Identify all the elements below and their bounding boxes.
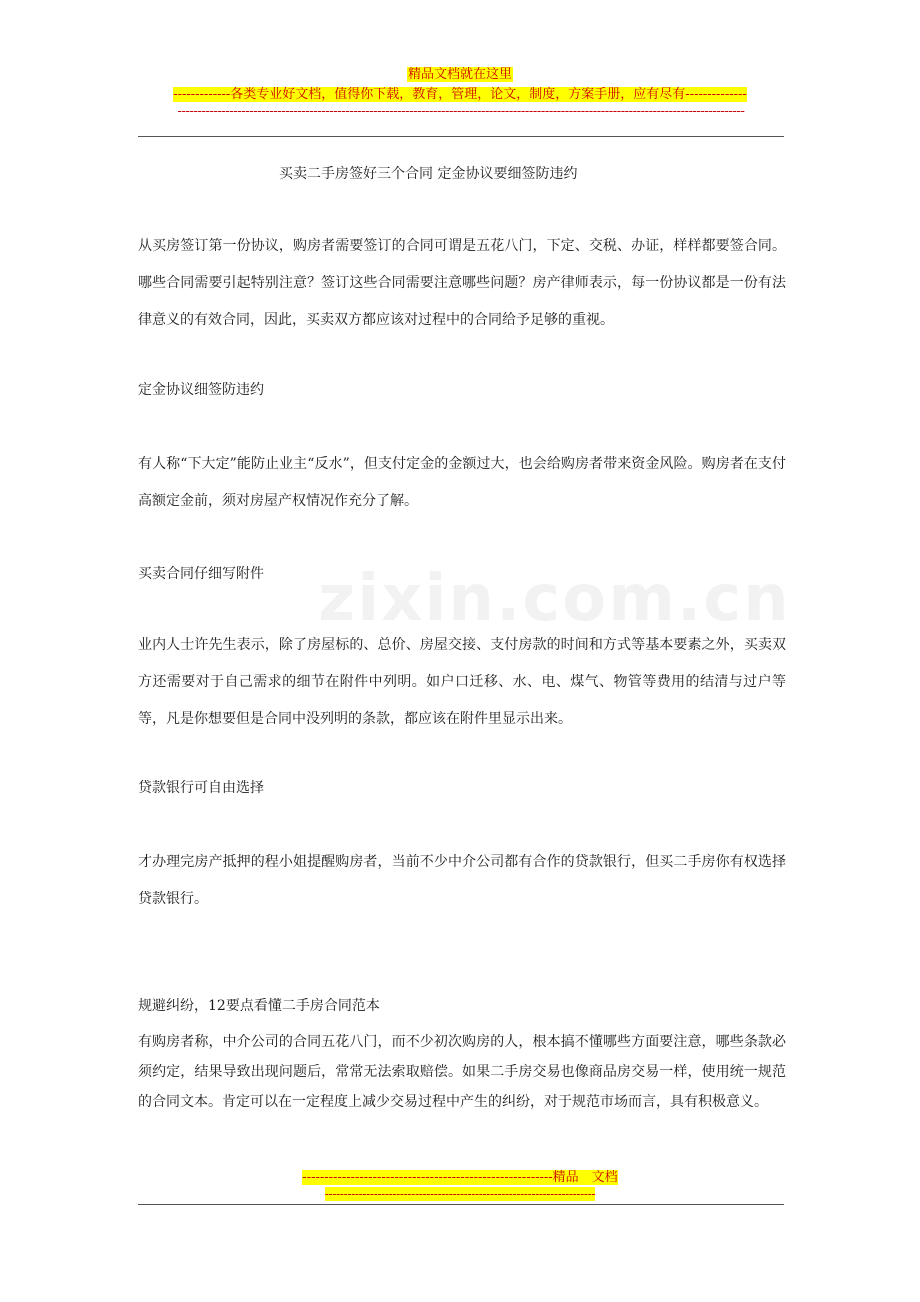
- footer-banner-text: ---------------------------------------------------------精品 文档: [302, 1170, 618, 1185]
- footer-banner: [0, 1169, 920, 1186]
- section-heading-deposit: 定金协议细签防违约: [138, 382, 264, 398]
- header-banner-title-text: 精品文档就在这里: [407, 67, 512, 82]
- section-body-contract: 业内人士许先生表示，除了房屋标的、总价、房屋交接、支付房款的时间和方式等基本要素之外，买卖双方还需要对于自己需求的细节在附件中列明。如户口迁移、水、电、煤气、物管等费用的结清与过户等等，凡是你想要但是合同中没列明的条款，都应该在附件里显示出来。: [138, 637, 786, 727]
- footer-rule: [138, 1204, 784, 1205]
- section-heading-contract: 买卖合同仔细写附件: [138, 566, 264, 582]
- watermark: zixin.com.cn: [318, 562, 791, 636]
- section-heading-loan-bank: 贷款银行可自由选择: [138, 780, 264, 796]
- section-body-loan-bank: 才办理完房产抵押的程小姐提醒购房者，当前不少中介公司都有合作的贷款银行，但买二手房你有权选择贷款银行。: [138, 854, 786, 907]
- intro-paragraph: 从买房签订第一份协议，购房者需要签订的合同可谓是五花八门，下定、交税、办证，样样都要签合同。哪些合同需要引起特别注意？签订这些合同需要注意哪些问题？房产律师表示，每一份协议都是一份有法律意义的有效合同，因此，买卖双方都应该对过程中的合同给予足够的重视。: [138, 238, 786, 328]
- header-banner-tagline: [0, 86, 920, 103]
- header-banner-title: [0, 66, 920, 83]
- section-body-template: 有购房者称，中介公司的合同五花八门，而不少初次购房的人，根本搞不懂哪些方面要注意，哪些条款必须约定，结果导致出现问题后，常常无法索取赔偿。如果二手房交易也像商品房交易一样，使用统一规范的合同文本。肯定可以在一定程度上减少交易过程中产生的纠纷，对于规范市场而言，具有积极意义。: [138, 1034, 786, 1110]
- footer-dash-text: ------------------------------------------------------------------------: [324, 1187, 596, 1201]
- header-dash-separator: ----------------------------------------------------------------------------------------------------------------------------------------------: [177, 104, 745, 119]
- section-heading-template: 规避纠纷，12要点看懂二手房合同范本: [138, 998, 380, 1014]
- header-banner-tagline-text: -------------各类专业好文档，值得你下载，教育，管理，论文，制度，方案手册，应有尽有--------------: [173, 87, 747, 102]
- section-body-deposit: 有人称“下大定”能防止业主“反水”，但支付定金的金额过大，也会给购房者带来资金风险。购房者在支付高额定金前，须对房屋产权情况作充分了解。: [138, 456, 786, 509]
- footer-dash-separator: [0, 1187, 920, 1201]
- header-rule: [138, 136, 784, 137]
- document-title: 买卖二手房签好三个合同 定金协议要细签防违约: [279, 166, 578, 182]
